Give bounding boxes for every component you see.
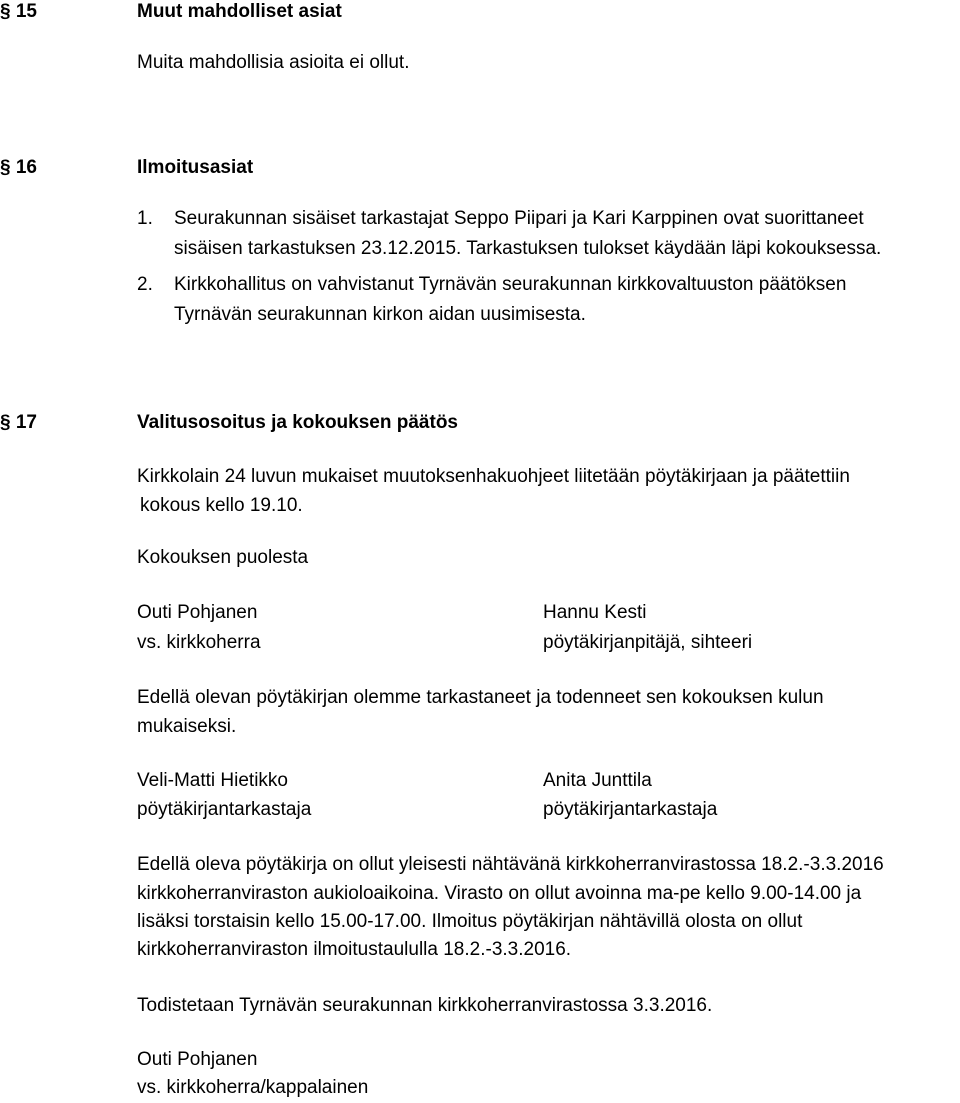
reviewer-name: Anita Junttila (543, 770, 652, 791)
list-item-text: Tyrnävän seurakunnan kirkon aidan uusimisesta. (174, 304, 586, 325)
section-17-text: Kirkkolain 24 luvun mukaiset muutoksenhakuohjeet liitetään pöytäkirjaan ja päätettiin (137, 466, 850, 487)
section-15-number: § 15 (0, 1, 37, 22)
final-signer-name: Outi Pohjanen (137, 1049, 258, 1070)
final-signer-role: vs. kirkkoherra/kappalainen (137, 1077, 369, 1098)
section-17-text: kokous kello 19.10. (140, 495, 303, 516)
signer-name: Outi Pohjanen (137, 602, 258, 623)
on-behalf-label: Kokouksen puolesta (137, 547, 309, 568)
section-17-title: Valitusosoitus ja kokouksen päätös (137, 412, 458, 433)
review-text: Edellä olevan pöytäkirjan olemme tarkastaneet ja todenneet sen kokouksen kulun (137, 687, 824, 708)
section-16-number: § 16 (0, 157, 37, 178)
certification-text: Todistetaan Tyrnävän seurakunnan kirkkoherranvirastossa 3.3.2016. (137, 995, 713, 1016)
reviewer-name: Veli-Matti Hietikko (137, 770, 288, 791)
notice-text: lisäksi torstaisin kello 15.00-17.00. Ilmoitus pöytäkirjan nähtävillä olosta on ollut (137, 911, 803, 932)
section-15-title: Muut mahdolliset asiat (137, 1, 342, 22)
reviewer-role: pöytäkirjantarkastaja (543, 799, 718, 820)
notice-text: kirkkoherranviraston ilmoitustaululla 18.2.-3.3.2016. (137, 939, 572, 960)
notice-text: kirkkoherranviraston aukioloaikoina. Virasto on ollut avoinna ma-pe kello 9.00-14.00 ja (137, 883, 862, 904)
section-15-text: Muita mahdollisia asioita ei ollut. (137, 52, 410, 73)
notice-text: Edellä oleva pöytäkirja on ollut yleisesti nähtävänä kirkkoherranvirastossa 18.2.-3.3.2016 (137, 854, 884, 875)
section-17-number: § 17 (0, 412, 37, 433)
review-text: mukaiseksi. (137, 716, 237, 737)
list-item-text: Seurakunnan sisäiset tarkastajat Seppo Piipari ja Kari Karppinen ovat suorittaneet (174, 208, 864, 229)
signer-role: vs. kirkkoherra (137, 632, 261, 653)
list-item-marker: 2. (137, 274, 153, 295)
list-item-marker: 1. (137, 208, 153, 229)
signer-name: Hannu Kesti (543, 602, 647, 623)
signer-role: pöytäkirjanpitäjä, sihteeri (543, 632, 753, 653)
list-item-text: sisäisen tarkastuksen 23.12.2015. Tarkastuksen tulokset käydään läpi kokouksessa. (174, 238, 882, 259)
list-item-text: Kirkkohallitus on vahvistanut Tyrnävän seurakunnan kirkkovaltuuston päätöksen (174, 274, 847, 295)
section-16-title: Ilmoitusasiat (137, 157, 254, 178)
reviewer-role: pöytäkirjantarkastaja (137, 799, 312, 820)
